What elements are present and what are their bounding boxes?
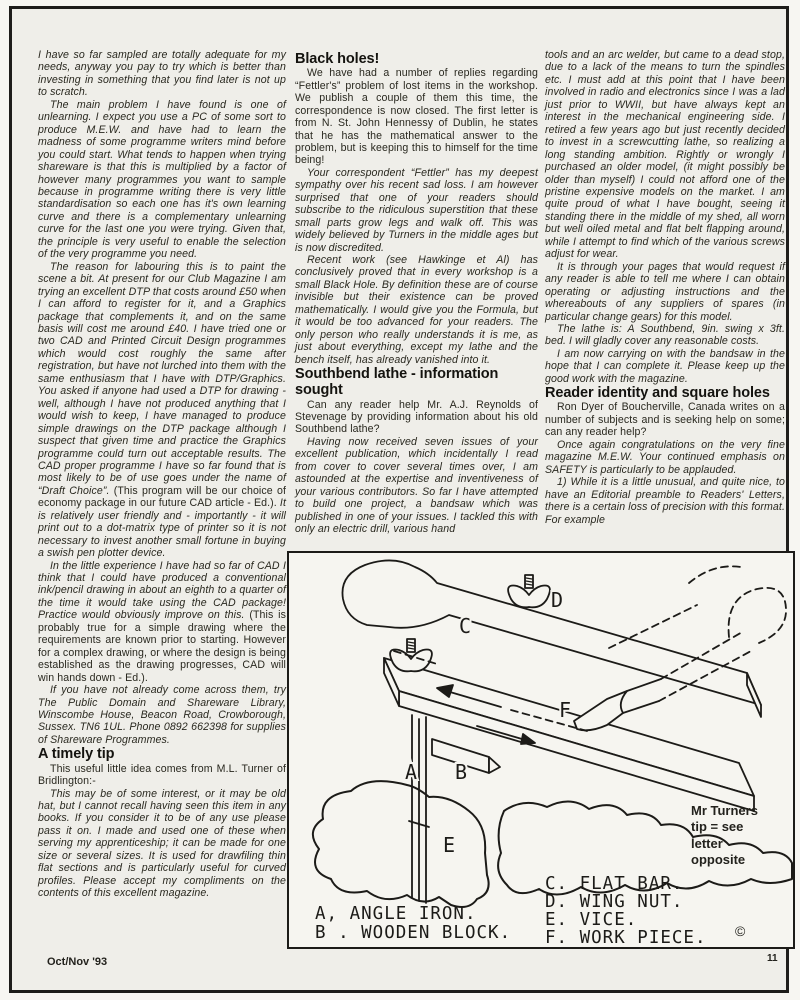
- paragraph: tools and an arc welder, but came to a dead stop, due to a lack of the means to turn the spindles etc. I must add at this point that I have been involved in radio and electronics since I was a lad just prior to WWII, but have always kept an interest in the mechanical engineering side. I retired a few years ago but just recently decided to invest in a screwcutting lathe, so realizing a long standing ambition. Rightly or wrongly I purchased an older model, (it might possibly be older than myself) I could not afford one of the pristine expensive models on the market. I am quite proud of what I have bought, seeing it standing there in the middle of my shed, all worn but well oiled metal and flat belt flapping around, while I attempt to find which of the various screws adjust for wear.: [545, 49, 785, 261]
- paragraph: We have had a number of replies regarding “Fettler's” problem of lost items in the workshop. We publish a couple of them this time, the correspondence is now closed. The first letter is from N. St. John Hennessy of Dublin, he states that he has the mathematical answer to the problem, but is keeping this to himself for the time being!: [295, 67, 538, 167]
- paragraph: The lathe is: A Southbend, 9in. swing x 3ft. bed. I will gladly cover any reasonable costs.: [545, 322, 785, 348]
- legend-work-piece: F. WORK PIECE.: [545, 928, 707, 947]
- section-heading-black-holes: Black holes!: [295, 51, 380, 67]
- section-heading-southbend-lathe: Southbend lathe - information sought: [295, 366, 499, 399]
- paragraph: The main problem I have found is one of unlearning. I expect you use a PC of some sort to produce M.E.W. and have had to learn the madness of some programme writers mind before you could start. What tends to happen when trying shareware is that this is multiplied by a factor of however many programmes you want to sample because in programme writing there is very little standardisation so each one has it's own learning curve and there is a complementary unlearning curve for the last one you were trying. Given that, the principle is very useful to enable the selection of the very programme you need.: [38, 98, 286, 261]
- paragraph: If you have not already come across them, try The Public Domain and Shareware Library, Winscombe House, Beacon Road, Crowborough, Sussex. TN6 1UL. Phone 0892 662398 for supplies of Shareware Programmes.: [38, 684, 286, 746]
- letter-text: The reason for labouring this is to paint the scene a bit. At present for our Club Magazine I am trying an excellent DTP that costs around £50 when I can afford to register for it, and a Graphics package that complements it, and on the same basis will cost me around £40. I have tried one or two CAD and Printed Circuit Design programmes which would cost roughly the same after registration, but have not lurched into them with the same enthusiasm that I have with DTP/Graphics. You asked if anyone had used a DTP for drawing - well, although I have not produced anything that I would wish to keep, I have managed to produce simple drawings on the DTP package although I suspect that given time and practice the Graphics programme could turn out acceptable results. The CAD proper programme I have so far found that is most likely to be of use goes under the name of “Draft Choice”.: [38, 260, 286, 497]
- magazine-page: [9, 6, 789, 993]
- page-number: 11: [767, 953, 778, 964]
- legend-angle-iron: A, ANGLE IRON.: [315, 904, 477, 924]
- angle-iron-post: [409, 715, 429, 903]
- paragraph: This may be of some interest, or it may be old hat, but I cannot recall having seen this item in any books. If you consider it to be of any use please pass it on. I made and used one of these when serving my apprenticeship; it can be made for one size or several sizes. It is used for drawfiling thin flat sections and is particularly useful for curved profiles. Please accept my compliments on the contents of this excellent magazine.: [38, 787, 286, 900]
- legend-wooden-block: B . WOODEN BLOCK.: [315, 923, 512, 943]
- paragraph: Can any reader help Mr. A.J. Reynolds of Stevenage by providing information about his old Southbend lathe?: [295, 398, 538, 436]
- letter-text: It is relatively user friendly and - importantly - it will print out to a dot-matrix type of printer so it is not necessary to invest another small fortune in buying a swish pen plotter device.: [38, 497, 286, 560]
- paragraph: Your correspondent “Fettler” has my deepest sympathy over his recent sad loss. I am however surprised that one of your readers should subscribe to the ridiculous superstition that these small parts grow legs and walk off. This was widely believed by Turners in the middle ages but is now discredited.: [295, 166, 538, 254]
- note-line: Mr Turners: [691, 803, 758, 818]
- legend-flat-bar: C. FLAT BAR.: [545, 874, 684, 894]
- note-line: letter: [691, 835, 723, 851]
- paragraph: 1) While it is a little unusual, and quite nice, to have an Editorial preamble to Readers' Letters, there is a certain loss of precision with this format. For example: [545, 476, 785, 526]
- paragraph: Ron Dyer of Boucherville, Canada writes on a number of subjects and is seeking help on some; can any reader help?: [545, 401, 785, 439]
- paragraph: This useful little idea comes from M.L. Turner of Bridlington:-: [38, 762, 286, 788]
- section-heading-timely-tip: A timely tip: [38, 746, 115, 763]
- jig-isometric-drawing: [289, 553, 793, 947]
- part-label-f: F: [559, 698, 572, 722]
- left-column: [38, 49, 286, 900]
- part-label-c: C: [459, 614, 472, 638]
- work-piece: [574, 679, 661, 730]
- turners-tip-note: [691, 803, 787, 868]
- wing-nut-top: [508, 575, 550, 607]
- middle-column: [295, 49, 538, 536]
- note-line: tip = see: [691, 819, 744, 835]
- paragraph: [38, 560, 286, 685]
- paragraph: Recent work (see Hawkinge et Al) has conclusively proved that in every workshop is a small Black Hole. By definition these are of course invisible but their existence can be proved mathematically. I would give you the Formula, but it would be too advanced for your readers. The only person who really understands it is me, as just about everything, except my lathe and the bench itself, has already vanished into it.: [295, 254, 538, 366]
- part-label-e: E: [443, 833, 456, 857]
- letter-text: In the little experience I have had so far of CAD I think that I could have produced a conventional ink/pencil drawing in about an eighth to a quarter of the time it would take using the CAD package! Practice would obviously improve on this.: [38, 559, 286, 622]
- paragraph: I am now carrying on with the bandsaw in the hope that I can complete it. Please keep up the good work with the magazine.: [545, 347, 785, 385]
- right-column: [545, 49, 785, 526]
- legend-vice: E. VICE.: [545, 910, 638, 930]
- editor-note: (This program will be our choice of economy package in our future CAD article - Ed.).: [38, 484, 286, 510]
- paragraph: Once again congratulations on the very fine magazine M.E.W. Your continued emphasis on SAFETY is particularly to be applauded.: [545, 438, 785, 476]
- copyright-mark-icon: ©: [735, 923, 746, 939]
- part-label-a: A: [405, 760, 418, 784]
- paragraph: I have so far sampled are totally adequate for my needs, anyway you pay to try which is better than investing in something that you find later is not up to scratch.: [38, 49, 286, 99]
- legend-wing-nut: D. WING NUT.: [545, 892, 684, 912]
- wing-nut-left: [390, 639, 432, 671]
- drawfiling-jig-diagram: [287, 551, 795, 949]
- note-line: opposite: [691, 851, 746, 867]
- part-label-d: D: [551, 588, 564, 612]
- paragraph: It is through your pages that would request if any reader is able to tell me where I can obtain operating or adjusting instructions and the whereabouts of any suppliers of spares (in particular change gears) for this model.: [545, 260, 785, 323]
- issue-date: Oct/Nov '93: [47, 956, 108, 968]
- part-label-b: B: [455, 760, 468, 784]
- editor-note: (This is probably true for a simple drawing where the requirements are known prior to starting. However for a complex drawing, or where the design is being established as the drawing progresses, CAD will win hands down - Ed.).: [38, 609, 286, 684]
- paragraph: Having now received seven issues of your excellent publication, which incidentally I read from cover to cover several times over, I am astounded at the expertise and inventiveness of your various contributors. So far I have attempted to build one project, a bandsaw which was published in one of your issues. I tackled this with only an electric drill, various hand: [295, 435, 538, 536]
- paragraph: [38, 261, 286, 560]
- section-heading-reader-identity: Reader identity and square holes: [545, 385, 770, 402]
